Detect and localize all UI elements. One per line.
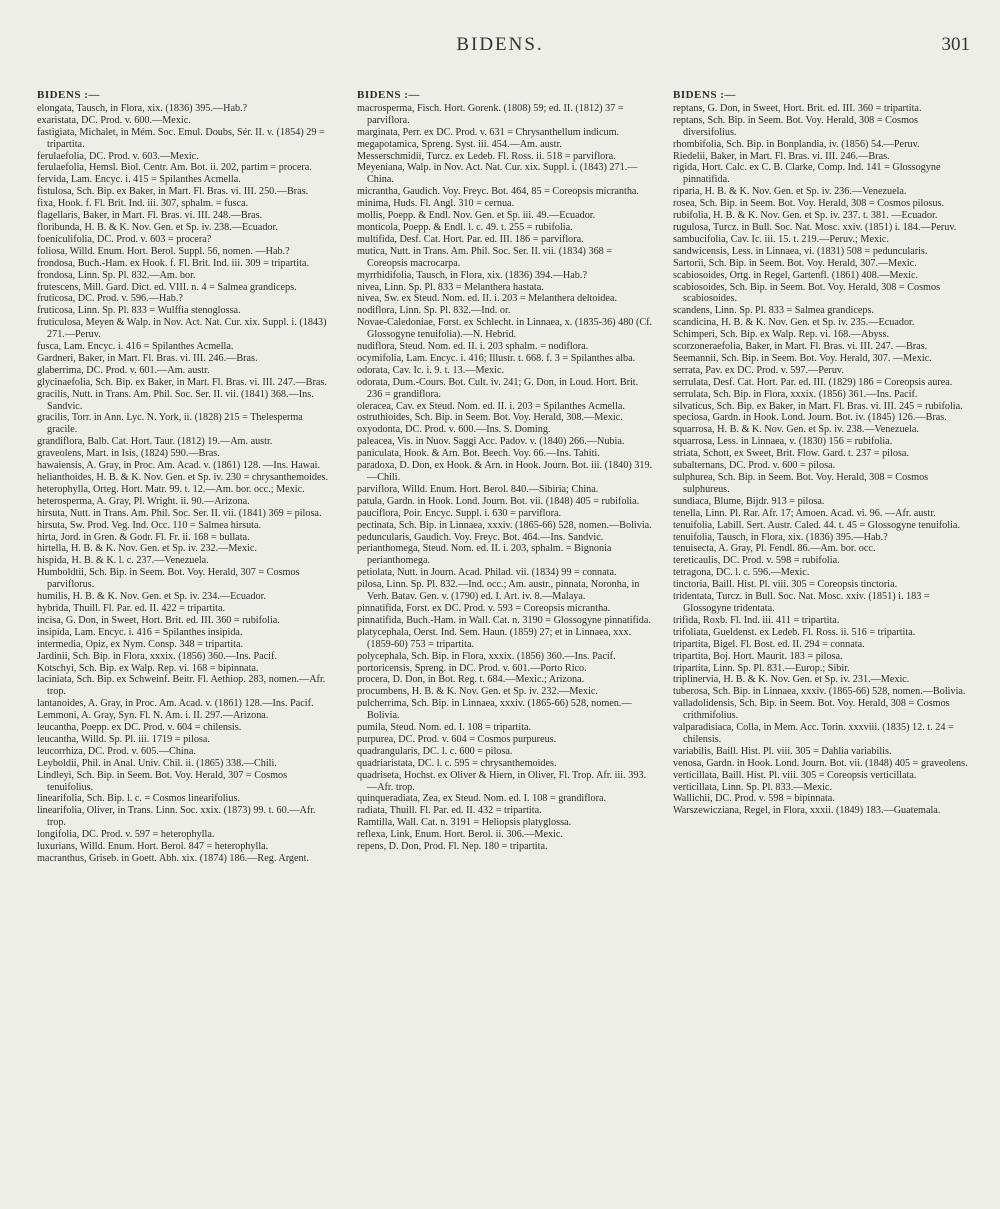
entry: fruticosa, Linn. Sp. Pl. 833 = Wulffia stenoglossa. [37, 305, 241, 317]
entry: ferulaefolia, DC. Prod. v. 603.—Mexic. [37, 150, 199, 162]
entry: valladolidensis, Sch. Bip. in Seem. Bot. Voy. Herald, 308 = Cosmos crithmifolius. [673, 698, 950, 722]
entry: rosea, Sch. Bip. in Seem. Bot. Voy. Herald, 308 = Cosmos pilosus. [673, 198, 944, 210]
entry: rigida, Hort. Calc. ex C. B. Clarke, Comp. Ind. 141 = Glossogyne pinnatifida. [673, 162, 941, 186]
entry: parviflora, Willd. Enum. Hort. Berol. 840.—Sibiria; China. [357, 483, 599, 495]
entry: venosa, Gardn. in Hook. Lond. Journ. Bot. vii. (1848) 405 = graveolens. [673, 757, 968, 769]
entry: hispida, H. B. & K. l. c. 237.—Venezuela. [37, 555, 209, 567]
entry: Kotschyi, Sch. Bip. ex Walp. Rep. vi. 168 = bipinnata. [37, 662, 259, 674]
entry: tenuifolia, Tausch, in Flora, xix. (1836) 395.—Hab.? [673, 531, 888, 543]
entry: foeniculifolia, DC. Prod. v. 603 = procera? [37, 233, 212, 245]
entry: Seemannii, Sch. Bip. in Seem. Bot. Voy. Herald, 307. —Mexic. [673, 352, 932, 364]
entry: myrrhidifolia, Tausch, in Flora, xix. (1836) 394.—Hab.? [357, 269, 587, 281]
page-number: 301 [941, 34, 970, 55]
entry: glycinaefolia, Sch. Bip. ex Baker, in Mart. Fl. Bras. vi. III. 247.—Bras. [37, 376, 327, 388]
entry: Ramtilla, Wall. Cat. n. 3191 = Heliopsis platyglossa. [357, 817, 572, 829]
entry: paniculata, Hook. & Arn. Bot. Beech. Voy. 66.—Ins. Tahiti. [357, 448, 600, 460]
entry: tripartita, Linn. Sp. Pl. 831.—Europ.; Sibir. [673, 662, 850, 674]
page-header [28, 34, 972, 64]
entry: Sartorii, Sch. Bip. in Seem. Bot. Voy. Herald, 307.—Mexic. [673, 257, 917, 269]
entry: platycephala, Oerst. Ind. Sem. Haun. (1859) 27; et in Linnaea, xxx. (1859-60) 753 = tripartita. [357, 626, 632, 650]
entry: nudiflora, Steud. Nom. ed. II. i. 203 sphalm. = nodiflora. [357, 341, 589, 353]
entry: frondosa, Buch.-Ham. ex Hook. f. Fl. Brit. Ind. iii. 309 = tripartita. [37, 257, 309, 269]
entry: humilis, H. B. & K. Nov. Gen. et Sp. iv. 234.—Ecuador. [37, 591, 267, 603]
entry: hawaiensis, A. Gray, in Proc. Am. Acad. v. (1861) 128. —Ins. Hawai. [37, 460, 321, 472]
entry: pinnatifida, Buch.-Ham. in Wall. Cat. n. 3190 = Glossogyne pinnatifida. [357, 614, 651, 626]
entry: procera, D. Don, in Bot. Reg. t. 684.—Mexic.; Arizona. [357, 674, 585, 686]
entry: tetragona, DC. l. c. 596.—Mexic. [673, 567, 810, 579]
entry: leucorrhiza, DC. Prod. v. 605.—China. [37, 745, 196, 757]
entry: ostruthioides, Sch. Bip. in Seem. Bot. Voy. Herald, 308.—Mexic. [357, 412, 623, 424]
column-3 [673, 90, 973, 1190]
entry: valparadisiaca, Colla, in Mem. Acc. Torin. xxxviii. (1835) 12. t. 24 = chilensis. [673, 722, 954, 745]
entry: trifoliata, Gueldenst. ex Ledeb. Fl. Ross. ii. 516 = tripartita. [673, 626, 916, 638]
entry: tridentata, Turcz. in Bull. Soc. Nat. Mosc. xxiv. (1851) i. 183 = Glossogyne tridentata. [673, 591, 930, 614]
entry: nivea, Sw. ex Steud. Nom. ed. II. i. 203 = Melanthera deltoidea. [357, 293, 617, 305]
entry: exaristata, DC. Prod. v. 600.—Mexic. [37, 114, 191, 126]
entry: quadrangularis, DC. l. c. 600 = pilosa. [357, 745, 513, 757]
entry: variabilis, Baill. Hist. Pl. viii. 305 = Dahlia variabilis. [673, 745, 892, 757]
column-heading: BIDENS :— [37, 90, 100, 101]
entry: fruticulosa, Meyen & Walp. in Nov. Act. Nat. Cur. xix. Suppl. i. (1843) 271.—Peruv. [37, 317, 327, 341]
column-heading: BIDENS :— [673, 90, 736, 101]
entry: linearifolia, Sch. Bip. l. c. = Cosmos linearifolius. [37, 793, 240, 805]
entry: radiata, Thuill. Fl. Par. ed. II. 432 = tripartita. [357, 805, 542, 817]
entry: paleacea, Vis. in Nuov. Saggi Acc. Padov. v. (1840) 266.—Nubia. [357, 436, 625, 448]
entry: rhombifolia, Sch. Bip. in Bonplandia, iv. (1856) 54.—Peruv. [673, 138, 920, 150]
entry: ocymifolia, Lam. Encyc. i. 416; Illustr. t. 668. f. 3 = Spilanthes alba. [357, 352, 636, 364]
entry: paradoxa, D. Don, ex Hook. & Arn. in Hook. Journ. Bot. iii. (1840) 319.—Chili. [357, 460, 653, 483]
entry: tuberosa, Sch. Bip. in Linnaea, xxxiv. (1865-66) 528, nomen.—Bolivia. [673, 686, 966, 698]
entry: minima, Huds. Fl. Angl. 310 = cernua. [357, 198, 515, 210]
entry: luxurians, Willd. Enum. Hort. Berol. 847 = heterophylla. [37, 841, 269, 853]
entry: foliosa, Willd. Enum. Hort. Berol. Suppl. 56, nomen. —Hab.? [37, 245, 290, 257]
entry: Messerschmidii, Turcz. ex Ledeb. Fl. Ross. ii. 518 = parviflora. [357, 150, 616, 162]
entry: ferulaefolia, Hemsl. Biol. Centr. Am. Bot. ii. 202, partim = procera. [37, 162, 312, 174]
entry: pauciflora, Poir. Encyc. Suppl. i. 630 = parviflora. [357, 507, 562, 519]
entry: hirtella, H. B. & K. Nov. Gen. et Sp. iv. 232.—Mexic. [37, 543, 257, 555]
entry: marginata, Perr. ex DC. Prod. v. 631 = Chrysanthellum indicum. [357, 126, 620, 138]
entry: Jardinii, Sch. Bip. in Flora, xxxix. (1856) 360.—Ins. Pacif. [37, 650, 277, 662]
entry: leucantha, Poepp. ex DC. Prod. v. 604 = chilensis. [37, 722, 242, 734]
entry: tenuisecta, A. Gray, Pl. Fendl. 86.—Am. bor. occ. [673, 543, 876, 555]
entry: fusca, Lam. Encyc. i. 416 = Spilanthes Acmella. [37, 341, 234, 353]
entry: trifida, Roxb. Fl. Ind. iii. 411 = tripartita. [673, 614, 840, 626]
entry: laciniata, Sch. Bip. ex Schweinf. Beitr. Fl. Aethiop. 283, nomen.—Afr. trop. [37, 674, 326, 698]
entry: perianthomega, Steud. Nom. ed. II. i. 203, sphalm. = Bignonia perianthomega. [357, 543, 612, 567]
entry: megapotamica, Spreng. Syst. iii. 454.—Am. austr. [357, 138, 562, 150]
entry: tripartita, Boj. Hort. Maurit. 183 = pilosa. [673, 650, 843, 662]
entry: scandicina, H. B. & K. Nov. Gen. et Sp. iv. 235.—Ecuador. [673, 317, 915, 329]
entry: verticillata, Baill. Hist. Pl. viii. 305 = Coreopsis verticillata. [673, 769, 917, 781]
entry: lantanoides, A. Gray, in Proc. Am. Acad. v. (1861) 128.—Ins. Pacif. [37, 698, 314, 710]
entry: repens, D. Don, Prod. Fl. Nep. 180 = tripartita. [357, 841, 548, 853]
entry: riparia, H. B. & K. Nov. Gen. et Sp. iv. 236.—Venezuela. [673, 186, 907, 198]
entry-list [357, 103, 655, 853]
running-title: BIDENS. [456, 34, 544, 55]
entry: reptans, Sch. Bip. in Seem. Bot. Voy. Herald, 308 = Cosmos diversifolius. [673, 114, 918, 138]
entry: pumila, Steud. Nom. ed. I. 108 = tripartita. [357, 722, 532, 734]
entry: Meyeniana, Walp. in Nov. Act. Nat. Cur. xix. Suppl. i. (1843) 271.—China. [357, 162, 638, 186]
entry: subalternans, DC. Prod. v. 600 = pilosa. [673, 460, 836, 472]
entry: procumbens, H. B. & K. Nov. Gen. et Sp. iv. 232.—Mexic. [357, 686, 598, 698]
entry: intermedia, Opiz, ex Nym. Consp. 348 = tripartita. [37, 638, 244, 650]
entry: scorzoneraefolia, Baker, in Mart. Fl. Bras. vi. III. 247. —Bras. [673, 341, 928, 353]
entry: squarrosa, Less. in Linnaea, v. (1830) 156 = rubifolia. [673, 436, 893, 448]
column-1 [37, 90, 335, 1190]
entry: tinctoria, Baill. Hist. Pl. viii. 305 = Coreopsis tinctoria. [673, 579, 898, 591]
entry: pinnatifida, Forst. ex DC. Prod. v. 593 = Coreopsis micrantha. [357, 602, 611, 614]
entry: sandwicensis, Less. in Linnaea, vi. (1831) 508 = peduncularis. [673, 245, 928, 257]
entry: elongata, Tausch, in Flora, xix. (1836) 395.—Hab.? [37, 102, 248, 114]
entry: pilosa, Linn. Sp. Pl. 832.—Ind. occ.; Am. austr., pinnata, Noronha, in Verh. Batav. Gen. v. (1790) ed. I. Art. iv. 8.—Malaya. [357, 579, 640, 603]
entry: Wallichii, DC. Prod. v. 598 = bipinnata. [673, 793, 835, 805]
entry: scandens, Linn. Sp. Pl. 833 = Salmea grandiceps. [673, 305, 874, 317]
entry: peduncularis, Gaudich. Voy. Freyc. Bot. 464.—Ins. Sandvic. [357, 531, 604, 543]
entry: hirsuta, Nutt. in Trans. Am. Phil. Soc. Ser. II. vii. (1841) 369 = pilosa. [37, 507, 322, 519]
entry: Schimperi, Sch. Bip. ex Walp. Rep. vi. 168.—Abyss. [673, 329, 890, 341]
entry: hirta, Jord. in Gren. & Godr. Fl. Fr. ii. 168 = bullata. [37, 531, 250, 543]
entry: fastigiata, Michalet, in Mém. Soc. Emul. Doubs, Sér. II. v. (1854) 29 = tripartita. [37, 126, 325, 150]
entry: polycephala, Sch. Bip. in Flora, xxxix. (1856) 360.—Ins. Pacif. [357, 650, 616, 662]
entry: speciosa, Gardn. in Hook. Lond. Journ. Bot. iv. (1845) 126.—Bras. [673, 412, 947, 424]
entry: Lemmoni, A. Gray, Syn. Fl. N. Am. i. II. 297.—Arizona. [37, 710, 269, 722]
entry: reptans, G. Don, in Sweet, Hort. Brit. ed. III. 360 = tripartita. [673, 102, 922, 114]
entry-list [37, 103, 335, 865]
entry: fruticosa, DC. Prod. v. 596.—Hab.? [37, 293, 183, 305]
entry: macranthus, Griseb. in Goett. Abh. xix. (1874) 186.—Reg. Argent. [37, 853, 310, 864]
entry: fistulosa, Sch. Bip. ex Baker, in Mart. Fl. Bras. vi. III. 250.—Bras. [37, 186, 309, 198]
entry: pulcherrima, Sch. Bip. in Linnaea, xxxiv. (1865-66) 528, nomen.—Bolivia. [357, 698, 632, 722]
entry: reflexa, Link, Enum. Hort. Berol. ii. 306.—Mexic. [357, 829, 563, 841]
entry: monticola, Poepp. & Endl. l. c. 49. t. 255 = rubifolia. [357, 221, 573, 233]
entry: Leyboldii, Phil. in Anal. Univ. Chil. ii. (1865) 338.—Chili. [37, 757, 277, 769]
entry: Gardneri, Baker, in Mart. Fl. Bras. vi. III. 246.—Bras. [37, 352, 258, 364]
entry: mollis, Poepp. & Endl. Nov. Gen. et Sp. iii. 49.—Ecuador. [357, 210, 596, 222]
entry: macrosperma, Fisch. Hort. Gorenk. (1808) 59; ed. II. (1812) 37 = parviflora. [357, 102, 624, 126]
entry: grandiflora, Balb. Cat. Hort. Taur. (1812) 19.—Am. austr. [37, 436, 273, 448]
entry: longifolia, DC. Prod. v. 597 = heterophylla. [37, 829, 215, 841]
entry: purpurea, DC. Prod. v. 604 = Cosmos purpureus. [357, 733, 557, 745]
entry: serrulata, Sch. Bip. in Flora, xxxix. (1856) 361.—Ins. Pacif. [673, 388, 918, 400]
entry: Lindleyi, Sch. Bip. in Seem. Bot. Voy. Herald, 307 = Cosmos tenuifolius. [37, 769, 288, 793]
entry: Novae-Caledoniae, Forst. ex Schlecht. in Linnaea, x. (1835-36) 480 (Cf. Glossogyne tenuifolia).—N. Hebrid. [357, 317, 653, 341]
entry: tereticaulis, DC. Prod. v. 598 = rubifolia. [673, 555, 840, 567]
entry: tenella, Linn. Pl. Rar. Afr. 17; Amoen. Acad. vi. 96. —Afr. austr. [673, 507, 936, 519]
entry: nodiflora, Linn. Sp. Pl. 832.—Ind. or. [357, 305, 511, 317]
entry: quadriaristata, DC. l. c. 595 = chrysanthemoides. [357, 757, 557, 769]
entry: fixa, Hook. f. Fl. Brit. Ind. iii. 307, sphalm. = fusca. [37, 198, 249, 210]
entry: incisa, G. Don, in Sweet, Hort. Brit. ed. III. 360 = rubifolia. [37, 614, 280, 626]
entry: mutica, Nutt. in Trans. Am. Phil. Soc. Ser. II. vii. (1834) 368 = Coreopsis macrocarpa. [357, 245, 613, 269]
column-heading: BIDENS :— [357, 90, 420, 101]
entry: tripartita, Bigel. Fl. Bost. ed. II. 294 = connata. [673, 638, 865, 650]
entry: micrantha, Gaudich. Voy. Freyc. Bot. 464, 85 = Coreopsis micrantha. [357, 186, 639, 198]
entry: Humboldtii, Sch. Bip. in Seem. Bot. Voy. Herald, 307 = Cosmos parviflorus. [37, 567, 300, 591]
entry: triplinervia, H. B. & K. Nov. Gen. et Sp. iv. 231.—Mexic. [673, 674, 910, 686]
entry: frutescens, Mill. Gard. Dict. ed. VIII. n. 4 = Salmea grandiceps. [37, 281, 297, 293]
entry: fervida, Lam. Encyc. i. 415 = Spilanthes Acmella. [37, 174, 241, 186]
entry: Riedelii, Baker, in Mart. Fl. Bras. vi. III. 246.—Bras. [673, 150, 890, 162]
entry: scabiosoides, Ortg. in Regel, Gartenfl. (1861) 408.—Mexic. [673, 269, 919, 281]
entry: silvaticus, Sch. Bip. ex Baker, in Mart. Fl. Bras. vi. III. 245 = rubifolia. [673, 400, 963, 412]
entry: hirsuta, Sw. Prod. Veg. Ind. Occ. 110 = Salmea hirsuta. [37, 519, 262, 531]
entry: scabiosoides, Sch. Bip. in Seem. Bot. Voy. Herald, 308 = Cosmos scabiosoides. [673, 281, 941, 305]
entry: petiolata, Nutt. in Journ. Acad. Philad. vii. (1834) 99 = connata. [357, 567, 617, 579]
entry: squarrosa, H. B. & K. Nov. Gen. et Sp. iv. 238.—Venezuela. [673, 424, 919, 436]
entry: nivea, Linn. Sp. Pl. 833 = Melanthera hastata. [357, 281, 544, 293]
entry: odorata, Cav. Ic. i. 9. t. 13.—Mexic. [357, 364, 505, 376]
entry-list [673, 103, 973, 817]
entry: quinqueradiata, Zea, ex Steud. Nom. ed. I. 108 = grandiflora. [357, 793, 607, 805]
entry: multifida, Desf. Cat. Hort. Par. ed. III. 186 = parviflora. [357, 233, 584, 245]
entry: sundiaca, Blume, Bijdr. 913 = pilosa. [673, 495, 825, 507]
entry: rubifolia, H. B. & K. Nov. Gen. et Sp. iv. 237. t. 381. —Ecuador. [673, 210, 938, 222]
entry: serrata, Pav. ex DC. Prod. v. 597.—Peruv. [673, 364, 844, 376]
entry: helianthoides, H. B. & K. Nov. Gen. et Sp. iv. 230 = chrysanthemoides. [37, 472, 329, 483]
entry: Warszewicziana, Regel, in Flora, xxxii. (1849) 183.—Guatemala. [673, 805, 941, 817]
entry: oxyodonta, DC. Prod. v. 600.—Ins. S. Doming. [357, 424, 551, 436]
entry: sambucifolia, Cav. Ic. iii. 15. t. 219.—Peruv.; Mexic. [673, 233, 889, 245]
entry: graveolens, Mart. in Isis, (1824) 590.—Bras. [37, 448, 220, 460]
entry: serrulata, Desf. Cat. Hort. Par. ed. III. (1829) 186 = Coreopsis aurea. [673, 376, 953, 388]
entry: linearifolia, Oliver, in Trans. Linn. Soc. xxix. (1873) 99. t. 60.—Afr. trop. [37, 805, 316, 829]
entry: glaberrima, DC. Prod. v. 601.—Am. austr. [37, 364, 210, 376]
entry: portoricensis, Spreng. in DC. Prod. v. 601.—Porto Rico. [357, 662, 587, 674]
entry: insipida, Lam. Encyc. i. 416 = Spilanthes insipida. [37, 626, 243, 638]
entry: hybrida, Thuill. Fl. Par. ed. II. 422 = tripartita. [37, 602, 226, 614]
entry: odorata, Dum.-Cours. Bot. Cult. iv. 241; G. Don, in Loud. Hort. Brit. 236 = grandiflora. [357, 376, 639, 400]
entry: frondosa, Linn. Sp. Pl. 832.—Am. bor. [37, 269, 196, 281]
entry: quadriseta, Hochst. ex Oliver & Hiern, in Oliver, Fl. Trop. Afr. iii. 393.—Afr. trop. [357, 769, 647, 793]
entry: patula, Gardn. in Hook. Lond. Journ. Bot. vii. (1848) 405 = rubifolia. [357, 495, 640, 507]
entry: oleracea, Cav. ex Steud. Nom. ed. II. i. 203 = Spilanthes Acmella. [357, 400, 625, 412]
entry: tenuifolia, Labill. Sert. Austr. Caled. 44. t. 45 = Glossogyne tenuifolia. [673, 519, 960, 531]
entry: heterosperma, A. Gray, Pl. Wright. ii. 90.—Arizona. [37, 495, 250, 507]
entry: heterophylla, Orteg. Hort. Matr. 99. t. 12.—Am. bor. occ.; Mexic. [37, 483, 305, 495]
entry: pectinata, Sch. Bip. in Linnaea, xxxiv. (1865-66) 528, nomen.—Bolivia. [357, 519, 652, 531]
entry: rugulosa, Turcz. in Bull. Soc. Nat. Mosc. xxiv. (1851) i. 184.—Peruv. [673, 221, 957, 233]
entry: floribunda, H. B. & K. Nov. Gen. et Sp. iv. 238.—Ecuador. [37, 221, 278, 233]
entry: gracilis, Torr. in Ann. Lyc. N. York, ii. (1828) 215 = Thelesperma gracile. [37, 412, 303, 436]
entry: verticillata, Linn. Sp. Pl. 833.—Mexic. [673, 781, 833, 793]
entry: gracilis, Nutt. in Trans. Am. Phil. Soc. Ser. II. vii. (1841) 368.—Ins. Sandvic. [37, 388, 314, 412]
entry: leucantha, Willd. Sp. Pl. iii. 1719 = pilosa. [37, 733, 210, 745]
entry: striata, Schott, ex Sweet, Brit. Flow. Gard. t. 237 = pilosa. [673, 448, 909, 460]
column-2 [357, 90, 655, 1190]
entry: sulphurea, Sch. Bip. in Seem. Bot. Voy. Herald, 308 = Cosmos sulphureus. [673, 472, 929, 495]
entry: flagellaris, Baker, in Mart. Fl. Bras. vi. III. 248.—Bras. [37, 210, 263, 222]
